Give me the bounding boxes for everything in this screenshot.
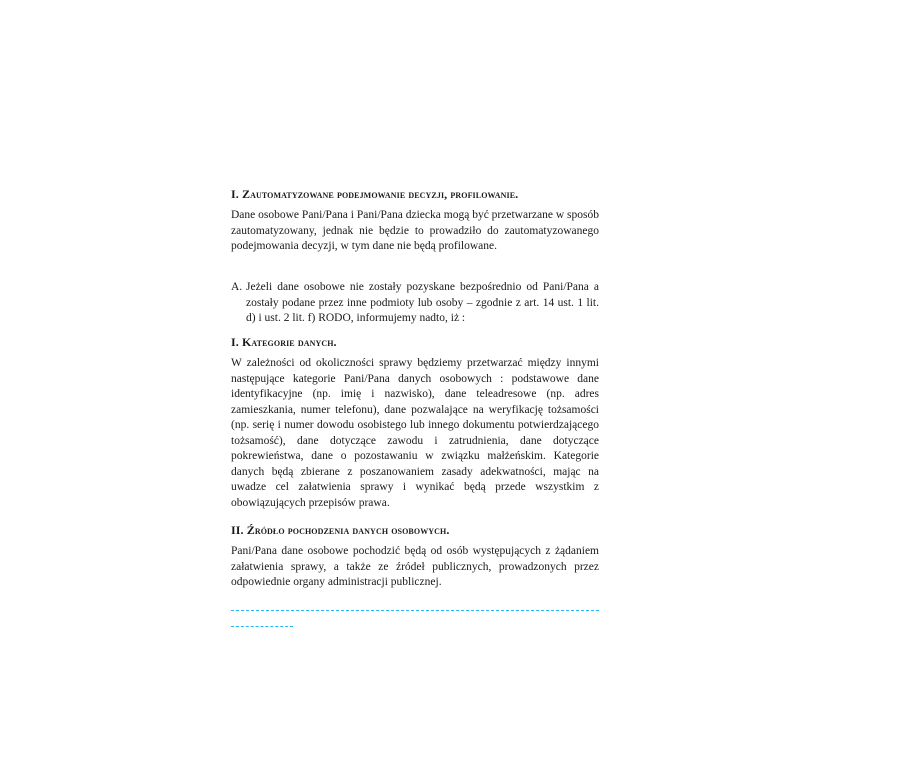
list-item-a: [231, 280, 599, 327]
heading-data-source: II. Źródło pochodzenia danych osobowych.: [231, 523, 450, 537]
separator-line: [231, 610, 599, 611]
paragraph-data-categories: W zależności od okoliczności sprawy będziemy przetwarzać między innymi następujące kategorie Pani/Pana danych osobowych : podstawowe dane identyfikacyjne (np. imię i nazwisko), dane teleadresowe (np. adres zamieszkania, numer telefonu), dane pozwalające na weryfikację tożsamości (np. serię i numer dowodu osobistego lub innego dokumentu potwierdzającego tożsamość), dane dotyczące zawodu i zatrudnienia, dane dotyczące pokrewieństwa, dane o pozostawaniu w związku małżeńskim. Kategorie danych będą zbierane z poszanowaniem zasady adekwatności, mając na uwadze cel załatwienia sprawy i wynikać będą przede wszystkim z obowiązujących przepisów prawa.: [231, 357, 599, 509]
paragraph-automated-decisions: Dane osobowe Pani/Pana i Pani/Pana dziecka mogą być przetwarzane w sposób zautomatyzowany, jednak nie będzie to prowadziło do zautomatyzowanego podejmowania decyzji, w tym dane nie będą profilowane.: [231, 209, 599, 252]
list-item-text: Jeżeli dane osobowe nie zostały pozyskane bezpośrednio od Pani/Pana a zostały podane przez inne podmioty lub osoby – zgodnie z art. 14 ust. 1 lit. d) i ust. 2 lit. f) RODO, informujemy nadto, iż :: [246, 281, 599, 324]
heading-automated-decisions: I. Zautomatyzowane podejmowanie decyzji, profilowanie.: [231, 187, 519, 201]
paragraph-data-source: Pani/Pana dane osobowe pochodzić będą od osób występujących z żądaniem załatwienia sprawy, a także ze źródeł publicznych, prowadzonych przez odpowiednie organy administracji publicznej.: [231, 545, 599, 588]
list-marker: A.: [231, 281, 243, 293]
heading-data-categories: I. Kategorie danych.: [231, 335, 337, 349]
separator-line-short: [231, 626, 293, 627]
